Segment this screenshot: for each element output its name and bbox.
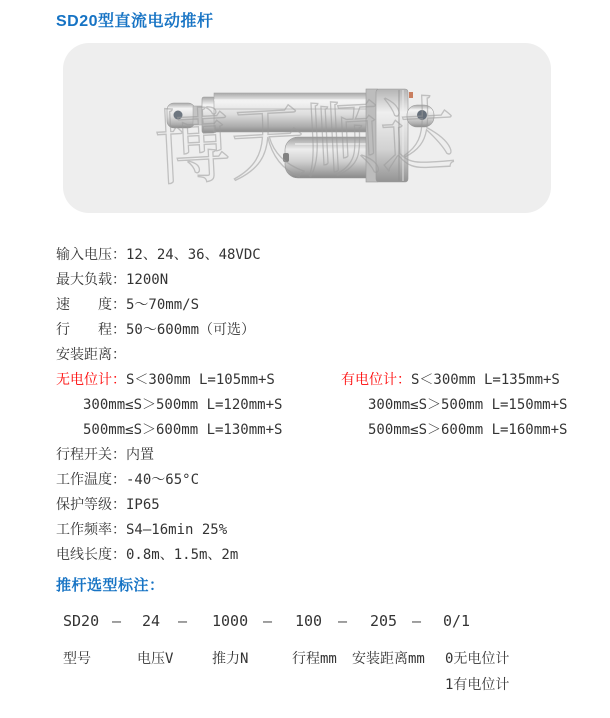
actuator-illustration	[63, 43, 551, 213]
spec-list	[56, 243, 576, 568]
label-pot-option-1: 1有电位计	[445, 677, 510, 693]
spec-max-load	[56, 268, 576, 293]
watermark-text: 博天顺达	[152, 85, 486, 198]
model-code-row	[0, 612, 610, 634]
pot-with-line-3: 500mm≤S＞600mm L=160mm+S	[368, 422, 568, 438]
code-segment-stroke: 100	[295, 612, 323, 630]
pot-without-line-1	[56, 368, 275, 393]
product-photo	[63, 43, 551, 213]
pot-row-1	[56, 368, 576, 393]
selection-heading: 推杆选型标注：	[56, 577, 165, 594]
spec-value: 0.8m、1.5m、2m	[126, 547, 239, 563]
code-separator: —	[112, 612, 122, 630]
label-model: 型号	[63, 651, 91, 667]
spec-duty-cycle	[56, 518, 576, 543]
spec-label: 工作温度：	[56, 472, 126, 488]
spec-label: 行 程：	[56, 322, 126, 338]
pot-without-label: 无电位计：	[56, 372, 126, 388]
pot-row-3	[56, 418, 576, 443]
code-segment-pot-flag: 0/1	[443, 612, 471, 630]
spec-value: IP65	[126, 497, 160, 513]
spec-value: 12、24、36、48VDC	[126, 247, 261, 263]
spec-input-voltage	[56, 243, 576, 268]
pot-without-line-3: 500mm≤S＞600mm L=130mm+S	[83, 422, 283, 438]
spec-protection-class	[56, 493, 576, 518]
spec-label: 速 度：	[56, 297, 126, 313]
code-separator: —	[412, 612, 422, 630]
label-install-distance: 安装距离mm	[352, 651, 425, 667]
spec-value: S4—16min 25%	[126, 522, 228, 538]
code-segment-install-distance: 205	[370, 612, 398, 630]
pot-row-2	[56, 393, 576, 418]
label-pot-option-0: 0无电位计	[445, 651, 510, 667]
spec-label: 最大负载：	[56, 272, 126, 288]
spec-value: 50～600mm（可选）	[126, 322, 256, 338]
code-segment-model: SD20	[63, 612, 100, 630]
label-voltage: 电压V	[137, 651, 174, 667]
code-separator: —	[338, 612, 348, 630]
page-title: SD20型直流电动推杆	[56, 13, 214, 30]
spec-value: 内置	[126, 447, 154, 463]
spec-value: 1200N	[126, 272, 169, 288]
label-force: 推力N	[212, 651, 249, 667]
spec-cable-length	[56, 543, 576, 568]
spec-label: 输入电压：	[56, 247, 126, 263]
code-segment-force: 1000	[212, 612, 249, 630]
model-code-labels-2	[0, 674, 610, 696]
pot-with-line-1	[341, 368, 560, 393]
code-separator: —	[178, 612, 188, 630]
pot-without-value-1: S＜300mm L=105mm+S	[126, 372, 275, 388]
spec-install-distance-heading	[56, 343, 576, 368]
label-stroke: 行程mm	[292, 651, 337, 667]
spec-label: 保护等级：	[56, 497, 126, 513]
spec-speed	[56, 293, 576, 318]
spec-label: 安装距离：	[56, 347, 126, 363]
pot-with-label: 有电位计：	[341, 372, 411, 388]
spec-value: -40～65°C	[126, 472, 200, 488]
pot-with-value-1: S＜300mm L=135mm+S	[411, 372, 560, 388]
spec-label: 工作频率：	[56, 522, 126, 538]
spec-value: 5～70mm/S	[126, 297, 200, 313]
pot-with-line-2: 300mm≤S＞500mm L=150mm+S	[368, 397, 568, 413]
spec-stroke	[56, 318, 576, 343]
code-separator: —	[263, 612, 273, 630]
spec-working-temp	[56, 468, 576, 493]
pot-without-line-2: 300mm≤S＞500mm L=120mm+S	[83, 397, 283, 413]
spec-label: 行程开关：	[56, 447, 126, 463]
spec-limit-switch	[56, 443, 576, 468]
code-segment-voltage: 24	[142, 612, 161, 630]
spec-label: 电线长度：	[56, 547, 126, 563]
model-code-labels	[0, 648, 610, 670]
